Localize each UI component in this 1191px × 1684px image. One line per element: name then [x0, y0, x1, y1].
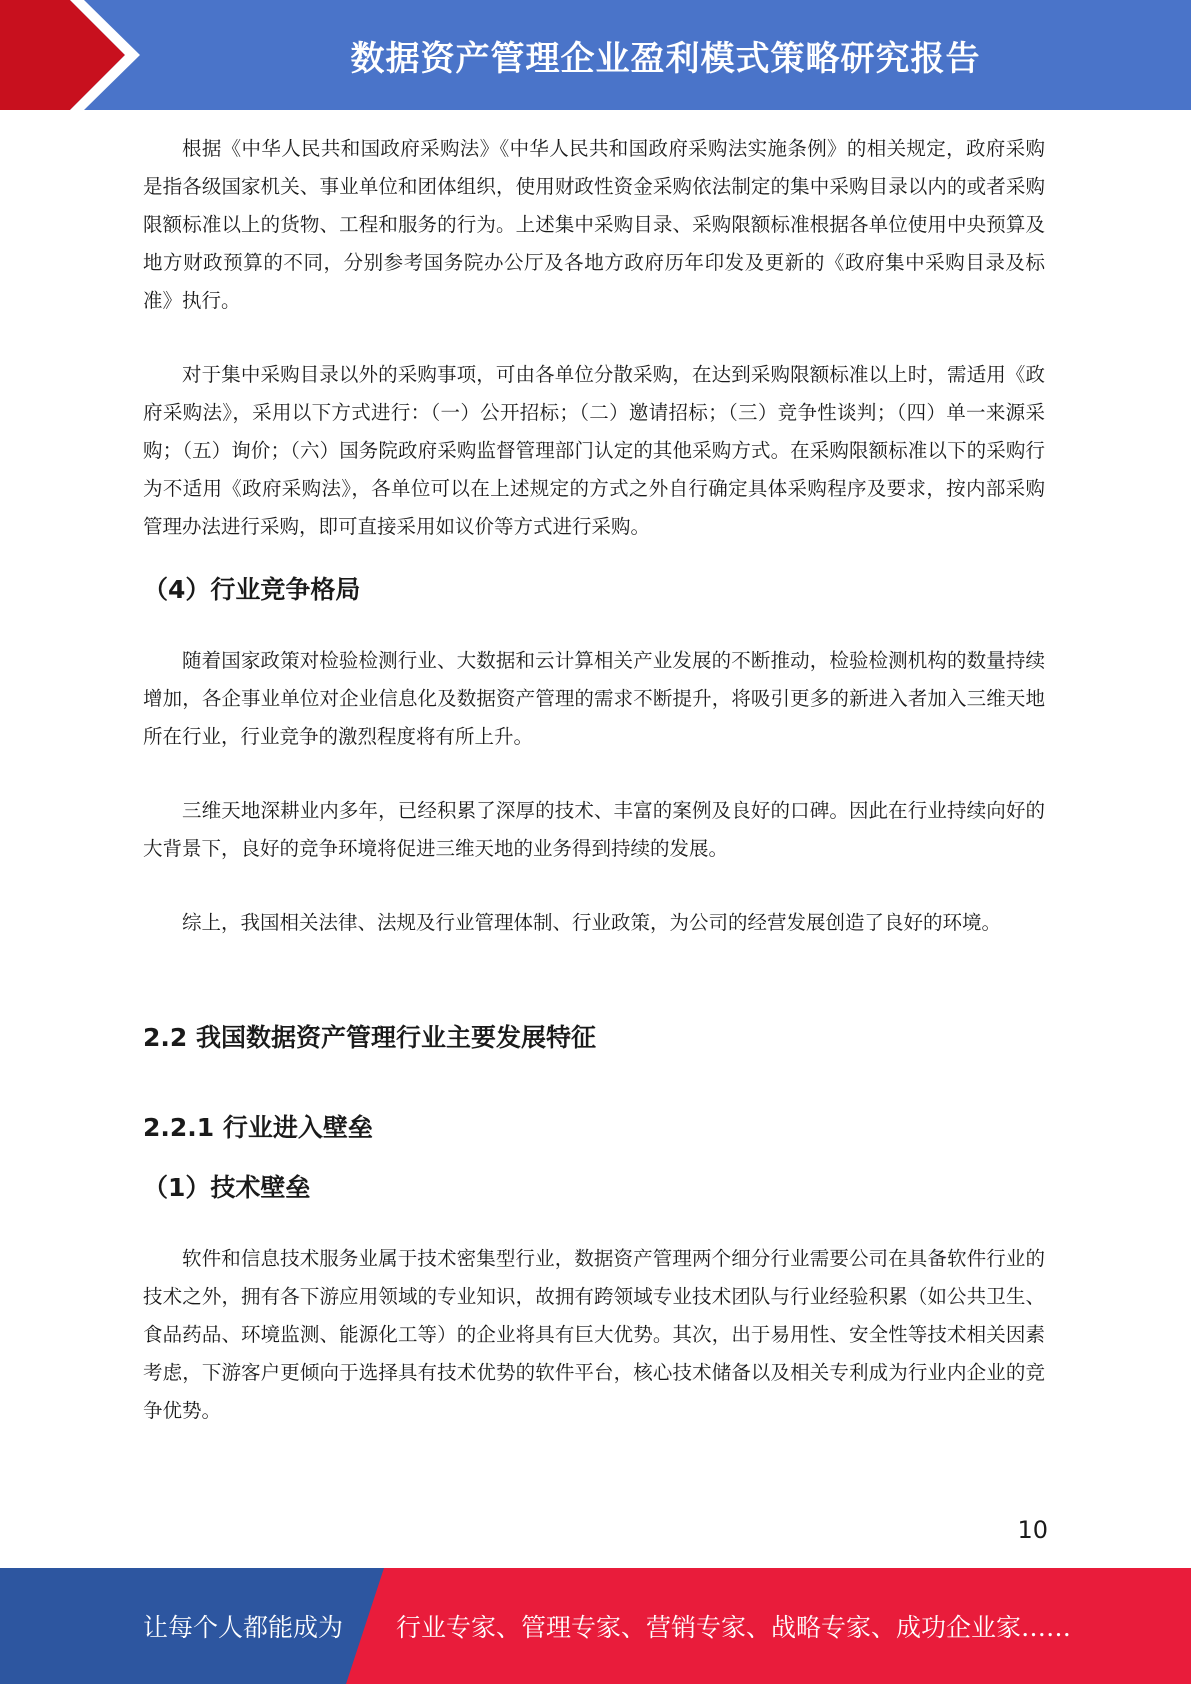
section-heading-2-2-1: 2.2.1 行业进入壁垒 — [143, 1113, 373, 1142]
footer-slogan-left: 让每个人都能成为 — [143, 1613, 344, 1642]
header-title: 数据资产管理企业盈利模式策略研究报告 — [350, 38, 981, 79]
header-arrow-decoration — [0, 0, 160, 110]
footer-slogan-right: 行业专家、管理专家、营销专家、战略专家、成功企业家…… — [396, 1613, 1072, 1642]
paragraph-company-strength: 三维天地深耕业内多年，已经积累了深厚的技术、丰富的案例及良好的口碑。因此在行业持续向好的大背景下，良好的竞争环境将促进三维天地的业务得到持续的发展。 — [143, 799, 1045, 860]
heading-technical-barrier: （1）技术壁垒 — [143, 1173, 311, 1202]
paragraph-procurement-law: 根据《中华人民共和国政府采购法》《中华人民共和国政府采购法实施条例》的相关规定，政府采购是指各级国家机关、事业单位和团体组织，使用财政性资金采购依法制定的集中采购目录以内的或者采购限额标准以上的货物、工程和服务的行为。上述集中采购目录、采购限额标准根据各单位使用中央预算及地方财政预算的不同，分别参考国务院办公厅及各地方政府历年印发及更新的《政府集中采购目录及标准》执行。 — [143, 137, 1045, 312]
paragraph-technical-barrier: 软件和信息技术服务业属于技术密集型行业，数据资产管理两个细分行业需要公司在具备软件行业的技术之外，拥有各下游应用领域的专业知识，故拥有跨领域专业技术团队与行业经验积累（如公共卫生、食品药品、环境监测、能源化工等）的企业将具有巨大优势。其次，出于易用性、安全性等技术相关因素考虑，下游客户更倾向于选择具有技术优势的软件平台，核心技术储备以及相关专利成为行业内企业的竞争优势。 — [143, 1247, 1045, 1422]
page-number: 10 — [1017, 1516, 1048, 1544]
main-content — [143, 130, 1045, 1430]
section-heading-2-2: 2.2 我国数据资产管理行业主要发展特征 — [143, 1023, 596, 1052]
page-footer — [0, 1568, 1191, 1684]
page-header — [0, 0, 1191, 110]
paragraph-competition-trend: 随着国家政策对检验检测行业、大数据和云计算相关产业发展的不断推动，检验检测机构的数量持续增加，各企事业单位对企业信息化及数据资产管理的需求不断提升，将吸引更多的新进入者加入三维天地所在行业，行业竞争的激烈程度将有所上升。 — [143, 649, 1045, 748]
heading-industry-competition: （4）行业竞争格局 — [143, 575, 361, 604]
paragraph-summary: 综上，我国相关法律、法规及行业管理体制、行业政策，为公司的经营发展创造了良好的环境。 — [182, 911, 1002, 934]
paragraph-procurement-methods: 对于集中采购目录以外的采购事项，可由各单位分散采购，在达到采购限额标准以上时，需适用《政府采购法》，采用以下方式进行：（一）公开招标；（二）邀请招标；（三）竞争性谈判；（四）单一来源采购；（五）询价；（六）国务院政府采购监督管理部门认定的其他采购方式。在采购限额标准以下的采购行为不适用《政府采购法》，各单位可以在上述规定的方式之外自行确定具体采购程序及要求，按内部采购管理办法进行采购，即可直接采用如议价等方式进行采购。 — [143, 363, 1045, 538]
